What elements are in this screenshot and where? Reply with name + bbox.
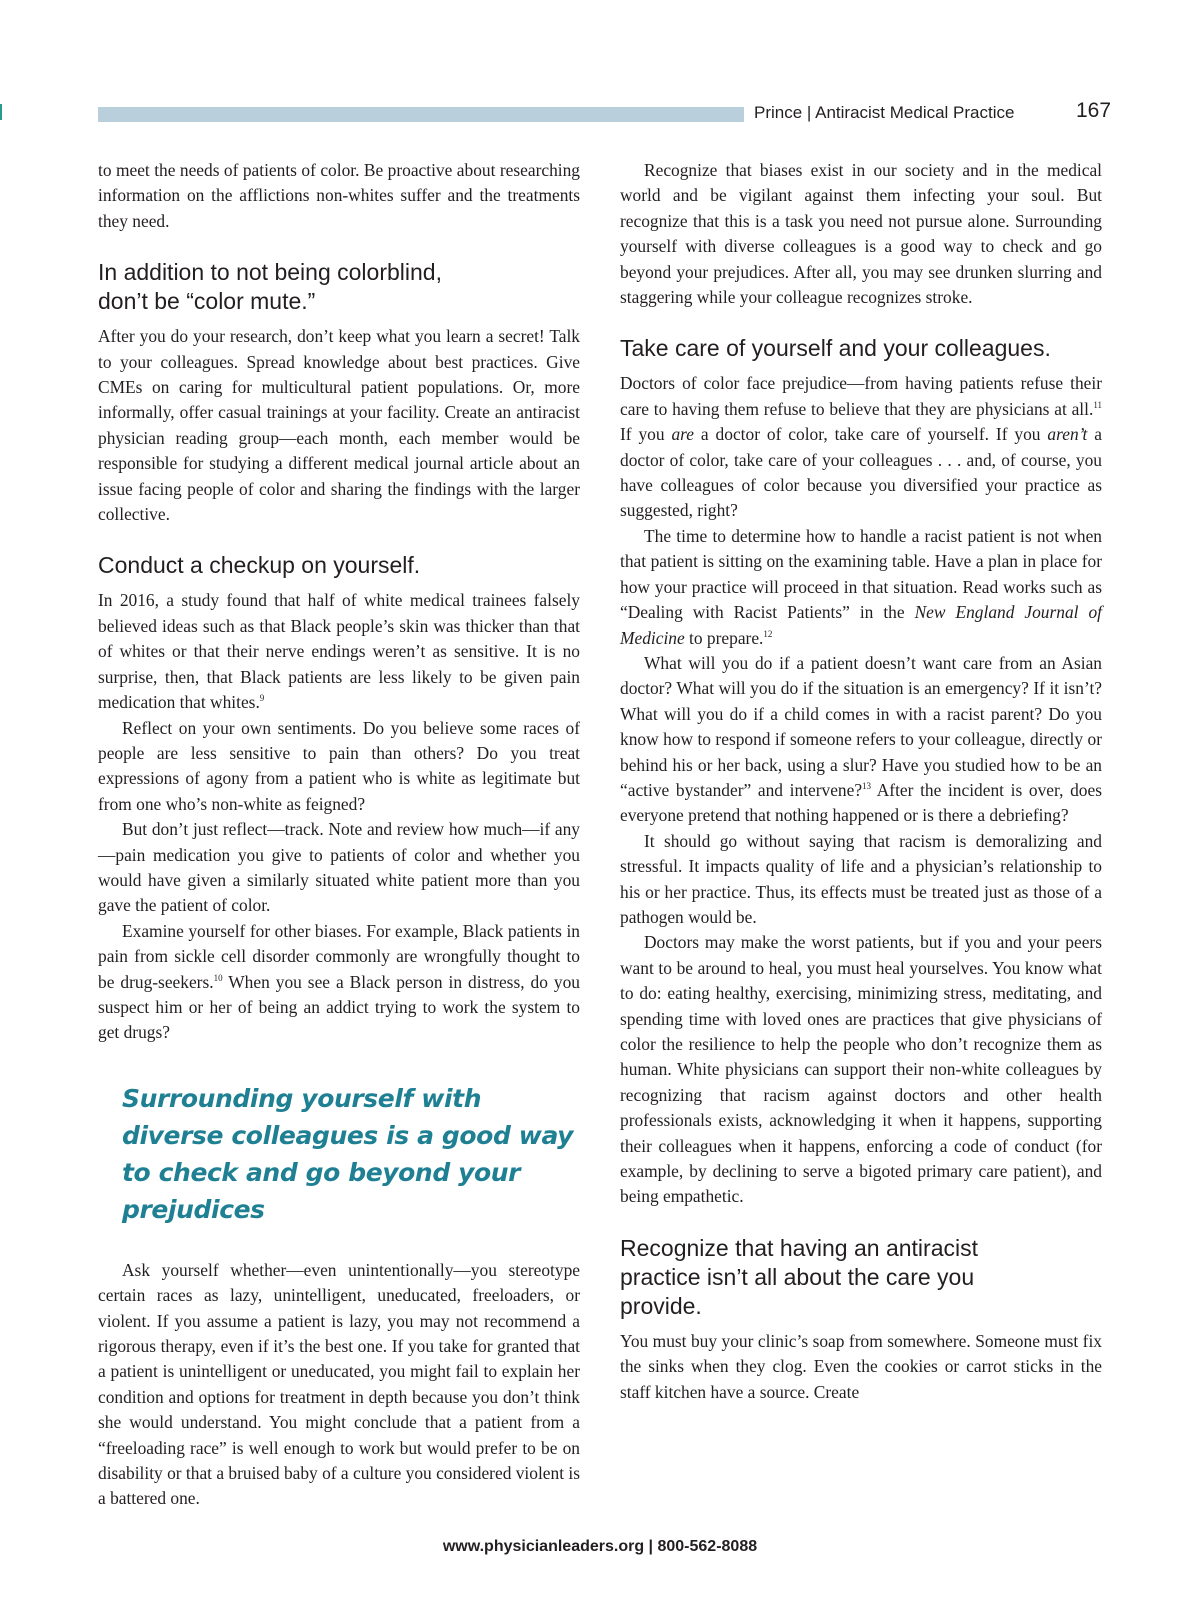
paragraph-2016-study: In 2016, a study found that half of white medical trainees falsely believed ideas such as that Black people’s skin was thicker than that of whites or that their nerve endings weren’t as sensitive. It is no surprise, then, that Black patients are less likely to be given pain medication that whites.$^9$ <box>98 590 580 713</box>
paragraph-doctors-of-color: Doctors of color face prejudice—from having patients refuse their care to having them refuse to believe that they are physicians at all.$^{11}$ If you are a doctor of color, take care of yourself. If you aren’t a doctor of color, take care of your colleagues . . . and, of course, you have colleagues of color because you diversified your practice as suggested, right? <box>620 373 1102 521</box>
paragraph-intro: to meet the needs of patients of color. Be proactive about researching information on the afflictions non-whites suffer and the treatments they need. <box>98 160 580 231</box>
footnote-11: 11 <box>1093 399 1102 410</box>
footer-contact: www.physicianleaders.org | 800-562-8088 <box>442 1538 758 1555</box>
running-head: Prince | Antiracist Medical Practice <box>754 103 1015 122</box>
page-number: 167 <box>1076 99 1112 122</box>
heading-take-care: Take care of yourself and your colleagues. <box>620 335 1051 362</box>
paragraph-soap: You must buy your clinic’s soap from somewhere. Someone must fix the sinks when they clog. Even the cookies or carrot sticks in the staff kitchen have a source. Create <box>620 1330 1102 1402</box>
footnote-10: 10 <box>213 972 223 983</box>
footnote-13: 13 <box>862 780 872 791</box>
paragraph-what-will-you-do: What will you do if a patient doesn’t want care from an Asian doctor? What will you do if the situation is an emergency? If it isn’t? What will you do if a child comes in with a racist parent? Do you know how to respond if someone refers to your colleague, directly or behind his or her back, using a slur? Have you studied how to be an “active bystander” and intervene?$^{13}$ After the incident is over, does everyone pretend that nothing happened or is there a debriefing? <box>620 652 1102 826</box>
pull-quote: Surrounding yourself with diverse colleagues is a good way to check and go beyond your prejudices <box>122 1083 574 1224</box>
paragraph-reflect: Reflect on your own sentiments. Do you believe some races of people are less sensitive to pain than others? Do you treat expressions of agony from a patient who is white as legitimate but from one who’s non-white as feigned? <box>98 717 580 814</box>
paragraph-demoralizing: It should go without saying that racism is demoralizing and stressful. It impacts quality of life and a physician’s relationship to his or her practice. Thus, its effects must be treated just as those of a pathogen would be. <box>620 830 1102 927</box>
paragraph-track: But don’t just reflect—track. Note and review how much—if any—pain medication you give to patients of color and whether you would have given a similarly situated white patient more than you gave the patient of color. <box>98 819 580 916</box>
paragraph-ask-yourself: Ask yourself whether—even unintentionally—you stereotype certain races as lazy, unintelligent, uneducated, freeloaders, or violent. If you assume a patient is lazy, you may not recommend a rigorous therapy, even if it’s the best one. If you take for granted that a patient is unintelligent or uneducated, you might fail to explain her condition and options for treatment in depth because you don’t think she would understand. You might conclude that a patient from a “freeloading race” is well enough to work but would prefer to be on disability or that a bruised baby of a culture you considered violent is a battered one. <box>98 1259 580 1509</box>
right-column <box>620 158 1102 1405</box>
paragraph-examine: Examine yourself for other biases. For example, Black patients in pain from sickle cell disorder commonly are wrongfully thought to be drug-seekers.$^{10}$ When you see a Black person in distress, do you suspect him or her of being an addict trying to work the system to get drugs? <box>98 920 580 1043</box>
header-bar <box>98 107 744 122</box>
journal-title: New England Journal of Medicine <box>620 602 1102 648</box>
margin-mark <box>0 104 2 120</box>
footnote-9: 9 <box>259 693 265 704</box>
paragraph-time-to-determine: The time to determine how to handle a racist patient is not when that patient is sitting on the examining table. Have a plan in place for how your practice will proceed in that situation. Read works such as “Dealing with Racist Patients” in the New England Journal of Medicine to prepare.$^{12}$ <box>620 525 1102 648</box>
paragraph-color-mute: After you do your research, don’t keep what you learn a secret! Talk to your colleagues. Spread knowledge about best practices. Give CMEs on caring for multicultural patient populations. Or, more informally, offer casual trainings at your facility. Create an antiracist physician reading group—each month, each member would be responsible for studying a different medical journal article about an issue facing people of color and sharing the findings with the larger collective. <box>98 326 580 525</box>
paragraph-worst-patients: Doctors may make the worst patients, but if you and your peers want to be around to heal, you must heal yourselves. You know what to do: eating healthy, exercising, minimizing stress, meditating, and spending time with loved ones are practices that give physicians of color the resilience to help the people who don’t recognize them as human. White physicians can support their non-white colleagues by recognizing that racism against doctors and other health professionals exists, acknowledging it when it happens, supporting their colleagues when it happens, enforcing a code of conduct (for example, by declining to serve a bigoted primary care patient), and being empathetic. <box>620 932 1102 1207</box>
heading-checkup: Conduct a checkup on yourself. <box>98 552 421 579</box>
footnote-12: 12 <box>763 628 773 639</box>
left-column <box>98 158 580 1512</box>
paragraph-recognize-biases: Recognize that biases exist in our society and in the medical world and be vigilant against them infecting your soul. But recognize that this is a task you need not pursue alone. Surrounding yourself with diverse colleagues is a good way to check and go beyond your prejudices. After all, you may see drunken slurring and staggering while your colleague recognizes stroke. <box>620 160 1102 308</box>
heading-not-all-about-care: Recognize that having an antiracist practice isn’t all about the care you provide. <box>620 1234 978 1319</box>
heading-color-mute: In addition to not being colorblind, don’t be “color mute.” <box>98 259 442 315</box>
